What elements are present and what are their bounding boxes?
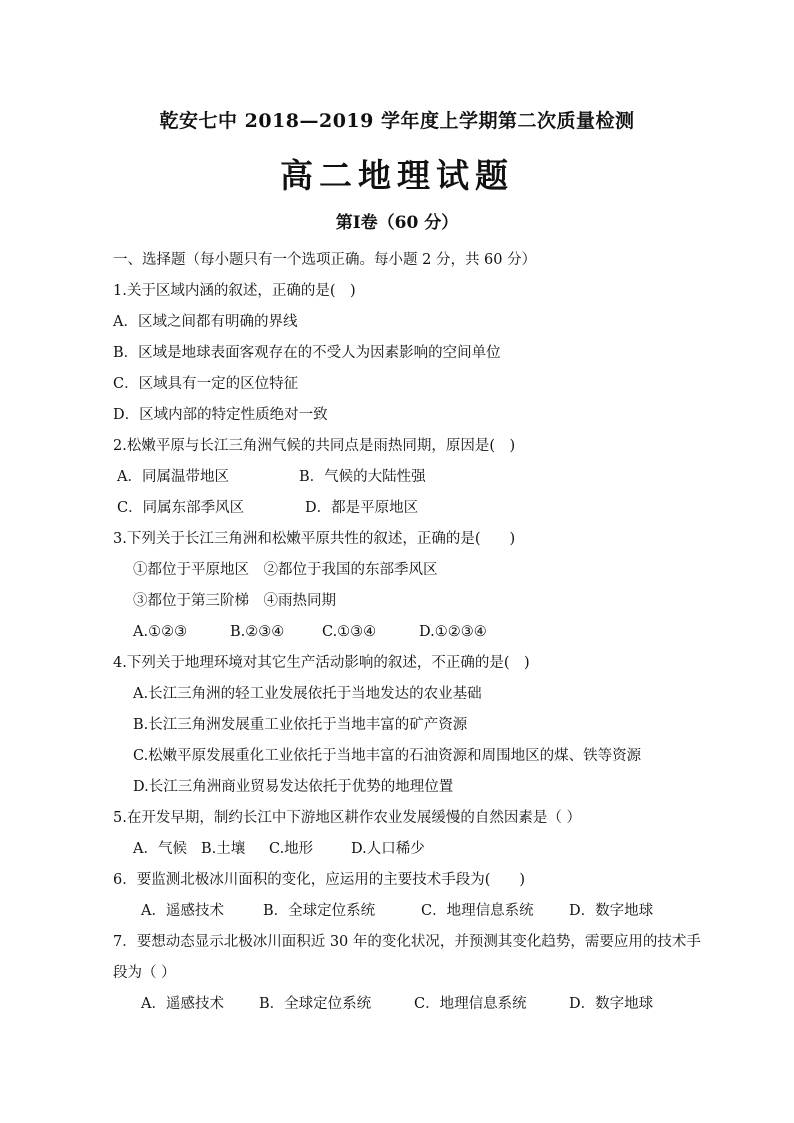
question-option: D.人口稀少 — [351, 841, 425, 857]
question-options-row — [113, 617, 693, 648]
question-stem: 3.下列关于长江三角洲和松嫩平原共性的叙述，正确的是( ) — [113, 531, 516, 547]
question-item: ①都位于平原地区 ②都位于我国的东部季风区 — [133, 562, 438, 578]
question-option: B.土壤 — [201, 841, 246, 857]
question-option: D.长江三角洲商业贸易发达依托于优势的地理位置 — [133, 779, 454, 795]
question-options-row — [113, 493, 693, 524]
question-stem: 2.松嫩平原与长江三角洲气候的共同点是雨热同期，原因是( ) — [113, 438, 516, 454]
question-options-row — [113, 834, 693, 865]
question-stem: 1.关于区域内涵的叙述，正确的是( ) — [113, 283, 356, 299]
question-option: B．全球定位系统 — [259, 996, 372, 1012]
question-stem-continued: 段为（ ） — [113, 965, 176, 981]
question-option: C.地形 — [269, 841, 314, 857]
question-option: A．遥感技术 — [141, 996, 224, 1012]
exam-header: 乾安七中 2018—2019 学年度上学期第二次质量检测 — [159, 110, 635, 132]
question-option: D．数字地球 — [569, 996, 654, 1012]
question-options-row — [113, 989, 693, 1020]
question-option: D．数字地球 — [569, 903, 654, 919]
question-option: C.松嫩平原发展重化工业依托于当地丰富的石油资源和周围地区的煤、铁等资源 — [133, 748, 642, 764]
question-option: D．都是平原地区 — [305, 500, 419, 516]
section-title: 第Ⅰ卷（60 分） — [335, 213, 459, 233]
question-option: B.②③④ — [230, 624, 285, 640]
question-option: C.①③④ — [322, 624, 377, 640]
question-option: A.长江三角洲的轻工业发展依托于当地发达的农业基础 — [133, 686, 482, 702]
question-option: C．地理信息系统 — [414, 996, 527, 1012]
question-option: A．同属温带地区 — [117, 469, 229, 485]
question-stem: 4.下列关于地理环境对其它生产活动影响的叙述，不正确的是( ) — [113, 655, 530, 671]
question-option: C．地理信息系统 — [421, 903, 534, 919]
question-option: A．区域之间都有明确的界线 — [113, 314, 298, 330]
question-option: B.长江三角洲发展重工业依托于当地丰富的矿产资源 — [133, 717, 468, 733]
question-option: C．同属东部季风区 — [117, 500, 245, 516]
instructions: 一、选择题（每小题只有一个选项正确。每小题 2 分，共 60 分） — [113, 252, 537, 268]
question-option: A.①②③ — [133, 624, 188, 640]
question-option: B．全球定位系统 — [263, 903, 376, 919]
question-option: D．区域内部的特定性质绝对一致 — [113, 407, 328, 423]
question-option: B．气候的大陆性强 — [299, 469, 426, 485]
question-item: ③都位于第三阶梯 ④雨热同期 — [133, 593, 336, 609]
question-stem: 7．要想动态显示北极冰川面积近 30 年的变化状况，并预测其变化趋势，需要应用的技术手 — [113, 934, 701, 950]
question-option: C．区域具有一定的区位特征 — [113, 376, 299, 392]
question-stem: 5.在开发早期，制约长江中下游地区耕作农业发展缓慢的自然因素是（ ） — [113, 810, 581, 826]
page-title: 高二地理试题 — [280, 156, 514, 195]
question-stem: 6．要监测北极冰川面积的变化，应运用的主要技术手段为( ) — [113, 872, 526, 888]
question-option: B．区域是地球表面客观存在的不受人为因素影响的空间单位 — [113, 345, 501, 361]
question-option: A．气候 — [133, 841, 187, 857]
question-option: A．遥感技术 — [141, 903, 224, 919]
question-options-row — [113, 462, 693, 493]
question-list — [113, 245, 701, 1020]
question-option: D.①②③④ — [419, 624, 487, 640]
question-options-row — [113, 896, 693, 927]
